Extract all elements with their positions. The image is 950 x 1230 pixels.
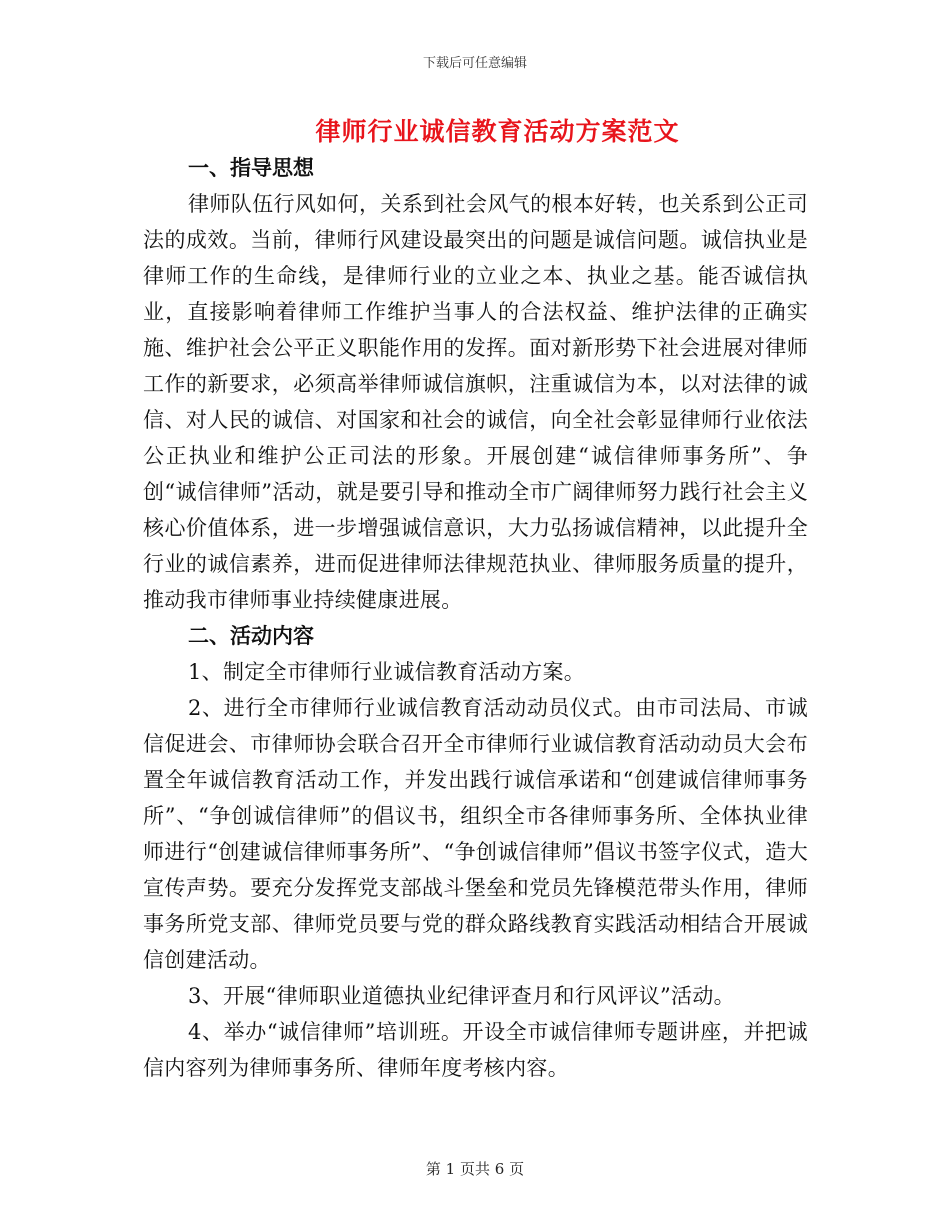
body-paragraph: 1、制定全市律师行业诚信教育活动方案。 [188,660,586,684]
document-title: 律师行业诚信教育活动方案范文 [315,117,680,146]
section-guiding-ideology [143,150,808,618]
page-header-note: 下载后可任意编辑 [422,56,527,71]
page-number-footer: 第 1 页共 6 页 [425,1160,525,1178]
section-heading: 一、指导思想 [188,155,314,180]
section-heading: 二、活动内容 [188,623,314,648]
section-activity-content [143,618,808,1086]
body-paragraph: 3、开展“律师职业道德执业纪律评查月和行风评议”活动。 [188,984,735,1008]
document-body [143,150,808,1086]
body-paragraph: 律师队伍行风如何，关系到社会风气的根本好转，也关系到公正司法的成效。当前，律师行风建设最突出的问题是诚信问题。诚信执业是律师工作的生命线，是律师行业的立业之本、执业之基。能否诚信执业，直接影响着律师工作维护当事人的合法权益、维护法律的正确实施、维护社会公平正义职能作用的发挥。面对新形势下社会进展对律师工作的新要求，必须高举律师诚信旗帜，注重诚信为本，以对法律的诚信、对人民的诚信、对国家和社会的诚信，向全社会彰显律师行业依法公正执业和维护公正司法的形象。开展创建“诚信律师事务所”、争创“诚信律师”活动，就是要引导和推动全市广阔律师努力践行社会主义核心价值体系，进一步增强诚信意识，大力弘扬诚信精神，以此提升全行业的诚信素养，进而促进律师法律规范执业、律师服务质量的提升，推动我市律师事业持续健康进展。 [143,192,808,612]
body-paragraph: 4、举办“诚信律师”培训班。开设全市诚信律师专题讲座，并把诚信内容列为律师事务所、律师年度考核内容。 [143,1020,808,1080]
body-paragraph: 2、进行全市律师行业诚信教育活动动员仪式。由市司法局、市诚信促进会、市律师协会联合召开全市律师行业诚信教育活动动员大会布置全年诚信教育活动工作，并发出践行诚信承诺和“创建诚信律师事务所”、“争创诚信律师”的倡议书，组织全市各律师事务所、全体执业律师进行“创建诚信律师事务所”、“争创诚信律师”倡议书签字仪式，造大宣传声势。要充分发挥党支部战斗堡垒和党员先锋模范带头作用，律师事务所党支部、律师党员要与党的群众路线教育实践活动相结合开展诚信创建活动。 [143,696,808,972]
